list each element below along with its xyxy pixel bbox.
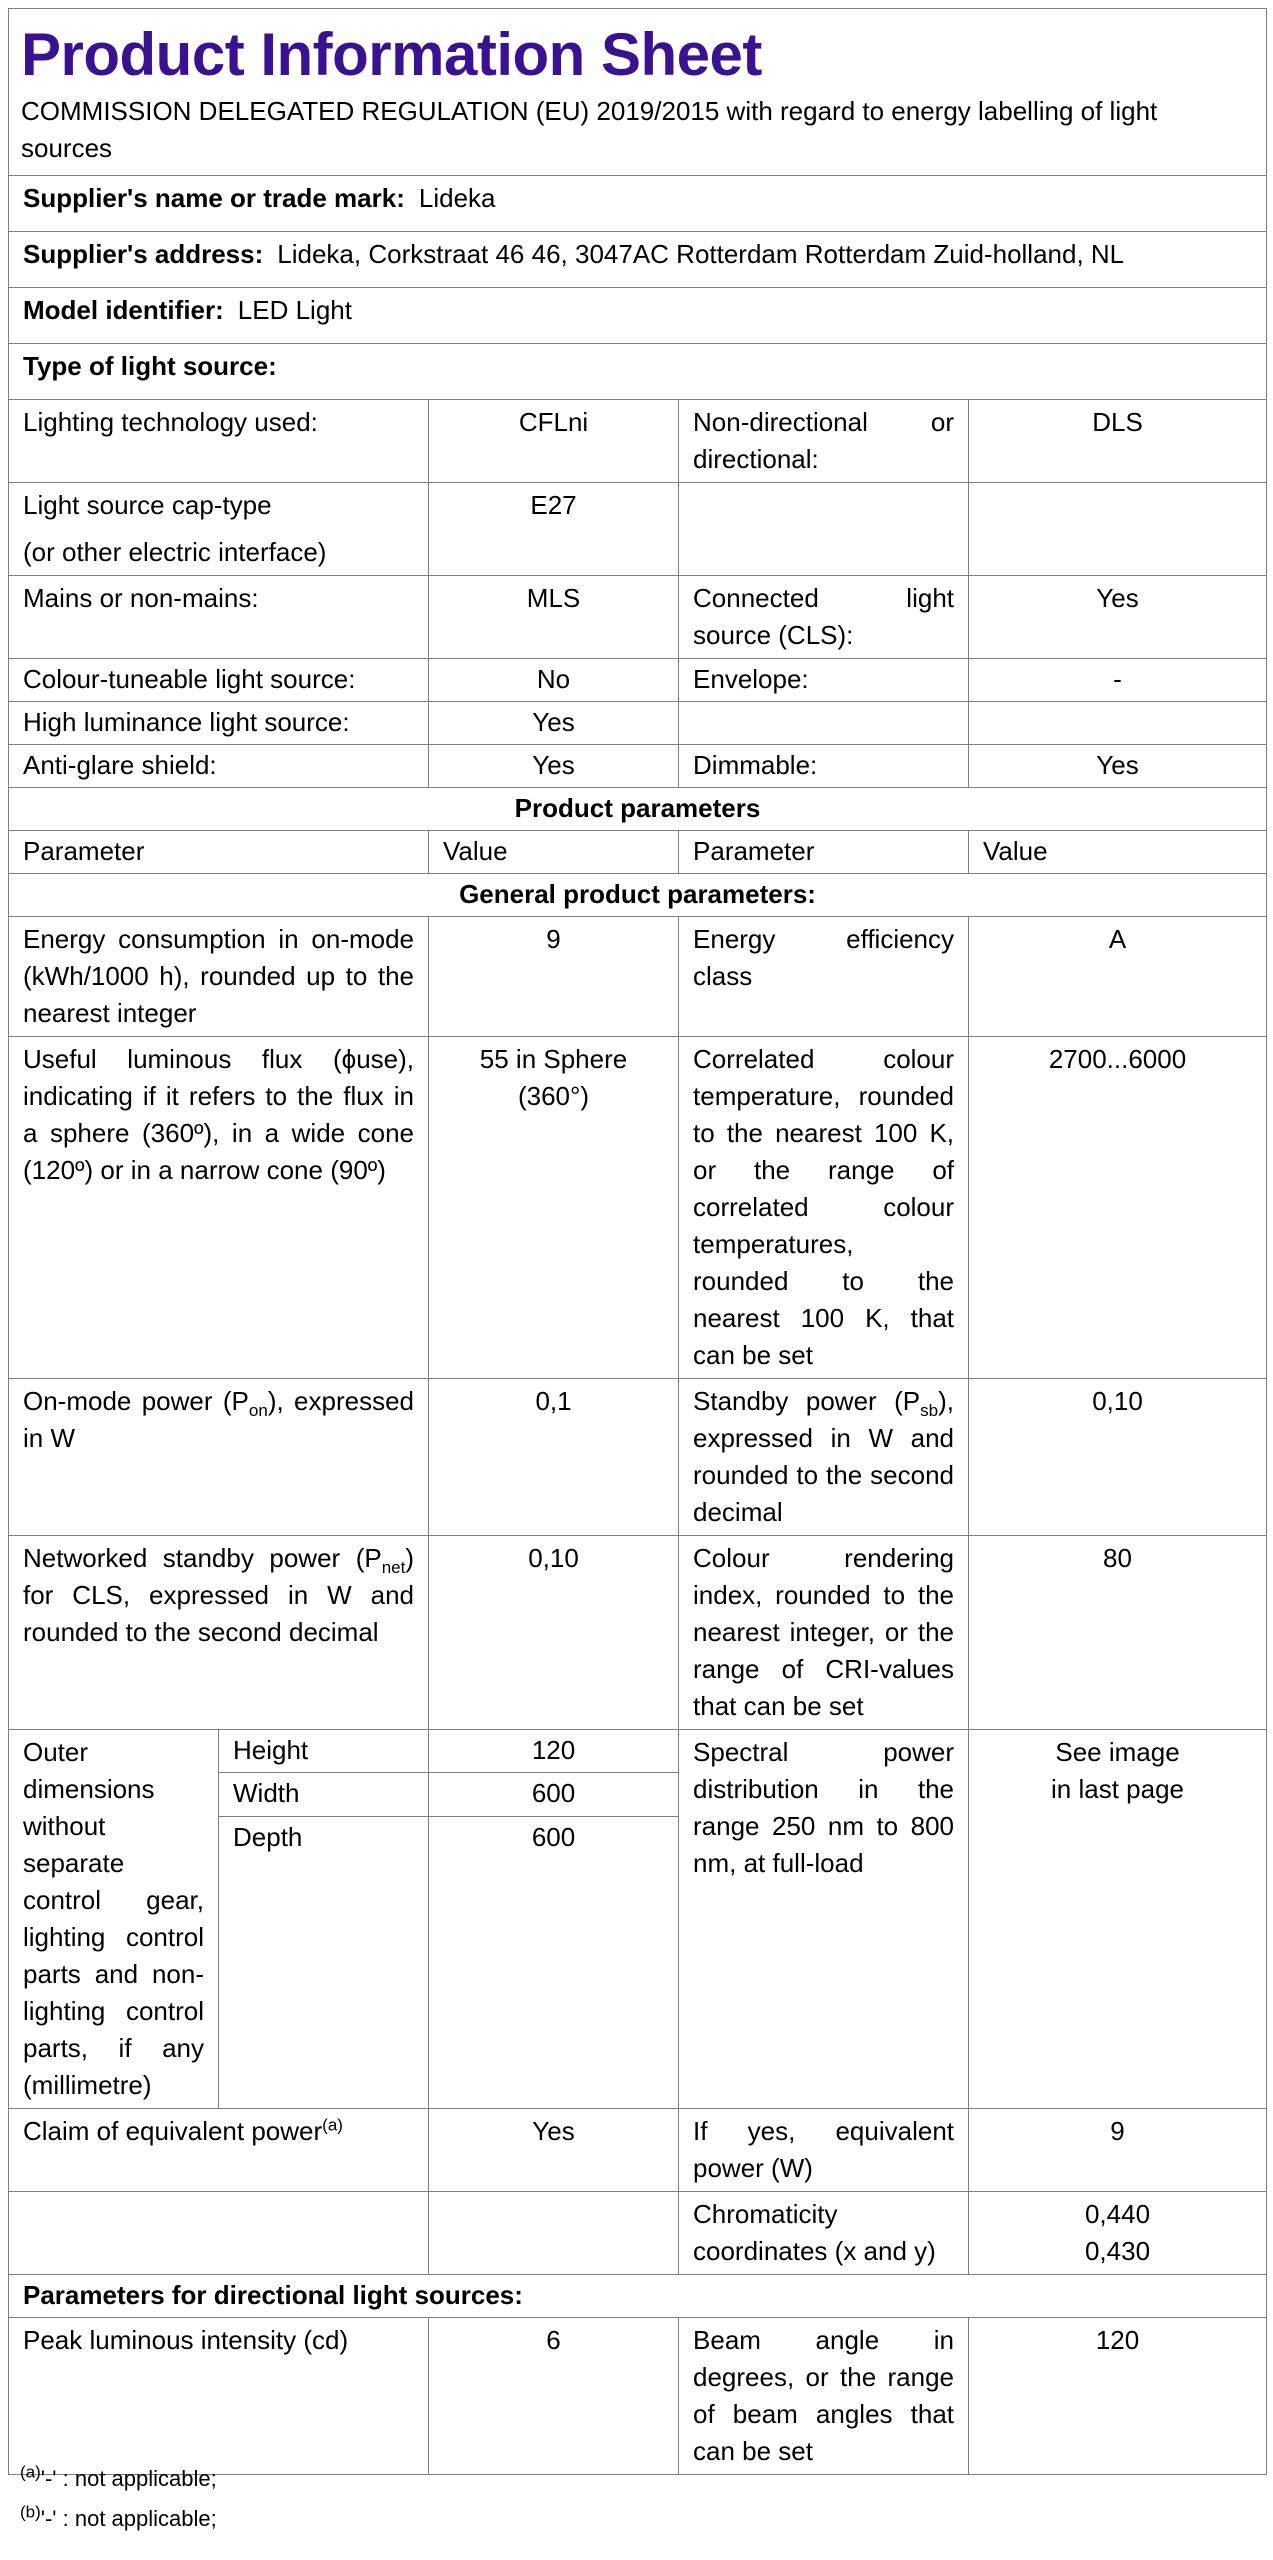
directional-value: DLS bbox=[969, 400, 1267, 483]
cap-type-label-line2: (or other electric interface) bbox=[23, 537, 327, 567]
chromaticity-y: 0,430 bbox=[1084, 2236, 1151, 2266]
column-header-parameter: Parameter bbox=[9, 831, 429, 874]
colour-temperature-value: 2700...6000 bbox=[969, 1037, 1267, 1379]
supplier-address-label: Supplier's address: bbox=[23, 239, 264, 269]
energy-consumption-label: Energy consumption in on-mode (kWh/1000 h), rounded up to the nearest integer bbox=[9, 917, 429, 1037]
footnote-b-mark: (b) bbox=[20, 2502, 41, 2522]
spectral-distribution-value bbox=[969, 1730, 1267, 2109]
chromaticity-value bbox=[969, 2192, 1267, 2275]
column-header-value: Value bbox=[969, 831, 1267, 874]
light-source-type-heading bbox=[9, 344, 1267, 400]
dimmable-value: Yes bbox=[969, 745, 1267, 788]
footnotes bbox=[20, 2464, 217, 2544]
spectral-distribution-label: Spectral power distribution in the range 250 nm to 800 nm, at full-load bbox=[679, 1730, 969, 2109]
lighting-technology-label: Lighting technology used: bbox=[9, 400, 429, 483]
spectral-value-line1: See image bbox=[1055, 1737, 1180, 1767]
header-table bbox=[8, 8, 1267, 400]
height-value: 120 bbox=[429, 1730, 679, 1773]
anti-glare-label: Anti-glare shield: bbox=[9, 745, 429, 788]
standby-power-subscript: sb bbox=[920, 1401, 939, 1421]
anti-glare-value: Yes bbox=[429, 745, 679, 788]
networked-standby-label-text: Networked standby power (P bbox=[23, 1543, 382, 1573]
on-mode-power-label-text: On-mode power (P bbox=[23, 1386, 249, 1416]
high-luminance-label: High luminance light source: bbox=[9, 702, 429, 745]
on-mode-power-subscript: on bbox=[248, 1401, 268, 1421]
footnote-b-text: '-' : not applicable; bbox=[40, 2506, 217, 2531]
empty-cell bbox=[679, 702, 969, 745]
model-identifier-label: Model identifier: bbox=[23, 295, 224, 325]
cls-value: Yes bbox=[969, 576, 1267, 659]
regulation-subtitle: COMMISSION DELEGATED REGULATION (EU) 2019/2015 with regard to energy labelling of light sources bbox=[21, 96, 1158, 163]
chromaticity-x: 0,440 bbox=[1084, 2199, 1151, 2229]
envelope-value: - bbox=[969, 659, 1267, 702]
outer-dimensions-label: Outer dimensions without separate control gear, lighting control parts and non-lighting control parts, if any (millimetre) bbox=[9, 1730, 219, 2109]
standby-power-value: 0,10 bbox=[969, 1379, 1267, 1536]
empty-cell bbox=[969, 483, 1267, 576]
footnote-a bbox=[20, 2464, 217, 2504]
standby-power-label-tail: ), expressed in W and rounded to the second decimal bbox=[693, 1386, 955, 1527]
on-mode-power-label bbox=[9, 1379, 429, 1536]
envelope-label: Envelope: bbox=[679, 659, 969, 702]
parameters-table bbox=[8, 399, 1267, 2475]
chromaticity-label: Chromaticity coordinates (x and y) bbox=[679, 2192, 969, 2275]
high-luminance-value: Yes bbox=[429, 702, 679, 745]
mains-value: MLS bbox=[429, 576, 679, 659]
model-identifier-row bbox=[9, 288, 1267, 344]
colour-rendering-value: 80 bbox=[969, 1536, 1267, 1730]
networked-standby-label bbox=[9, 1536, 429, 1730]
supplier-name-row bbox=[9, 176, 1267, 232]
empty-cell bbox=[969, 702, 1267, 745]
colour-rendering-label: Colour rendering index, rounded to the nearest integer, or the range of CRI-values that can be set bbox=[679, 1536, 969, 1730]
column-header-value: Value bbox=[429, 831, 679, 874]
beam-angle-label: Beam angle in degrees, or the range of beam angles that can be set bbox=[679, 2318, 969, 2475]
peak-intensity-label: Peak luminous intensity (cd) bbox=[9, 2318, 429, 2475]
standby-power-label bbox=[679, 1379, 969, 1536]
title-cell bbox=[9, 9, 1267, 176]
colour-temperature-label: Correlated colour temperature, rounded to the nearest 100 K, or the range of correlated colour temperatures, rounded to the nearest 100 K, that can be set bbox=[679, 1037, 969, 1379]
product-parameters-heading: Product parameters bbox=[9, 788, 1267, 831]
model-identifier-value: LED Light bbox=[237, 295, 352, 325]
depth-value: 600 bbox=[429, 1816, 679, 2108]
beam-angle-value: 120 bbox=[969, 2318, 1267, 2475]
colour-tuneable-label: Colour-tuneable light source: bbox=[9, 659, 429, 702]
equivalent-power-claim-label bbox=[9, 2109, 429, 2192]
equivalent-power-value: 9 bbox=[969, 2109, 1267, 2192]
cap-type-value: E27 bbox=[429, 483, 679, 576]
supplier-name-label: Supplier's name or trade mark: bbox=[23, 183, 405, 213]
cap-type-label-line1: Light source cap-type bbox=[23, 490, 272, 520]
product-information-sheet bbox=[8, 8, 1266, 2475]
networked-standby-subscript: net bbox=[381, 1558, 406, 1578]
footnote-a-text: '-' : not applicable; bbox=[40, 2466, 217, 2491]
mains-label: Mains or non-mains: bbox=[9, 576, 429, 659]
supplier-address-row bbox=[9, 232, 1267, 288]
directional-label: Non-directional or directional: bbox=[679, 400, 969, 483]
equivalent-power-claim-text: Claim of equivalent power bbox=[23, 2116, 323, 2146]
footnote-b bbox=[20, 2504, 217, 2544]
luminous-flux-value bbox=[429, 1037, 679, 1379]
networked-standby-label-tail: ) for CLS, expressed in W and rounded to the second decimal bbox=[23, 1543, 415, 1647]
energy-class-value: A bbox=[969, 917, 1267, 1037]
spectral-value-line2: in last page bbox=[1051, 1774, 1184, 1804]
light-source-type-label: Type of light source: bbox=[23, 351, 277, 381]
luminous-flux-value-line2: (360°) bbox=[517, 1081, 590, 1111]
supplier-address-value: Lideka, Corkstraat 46 46, 3047AC Rotterdam Rotterdam Zuid-holland, NL bbox=[277, 239, 1125, 269]
footnote-a-marker: (a) bbox=[322, 2115, 343, 2135]
dimmable-label: Dimmable: bbox=[679, 745, 969, 788]
luminous-flux-value-line1: 55 in Sphere bbox=[479, 1044, 628, 1074]
peak-intensity-value: 6 bbox=[429, 2318, 679, 2475]
depth-label: Depth bbox=[219, 1816, 429, 2108]
colour-tuneable-value: No bbox=[429, 659, 679, 702]
equivalent-power-claim-value: Yes bbox=[429, 2109, 679, 2192]
lighting-technology-value: CFLni bbox=[429, 400, 679, 483]
directional-parameters-heading: Parameters for directional light sources: bbox=[9, 2275, 1267, 2318]
empty-cell bbox=[679, 483, 969, 576]
networked-standby-value: 0,10 bbox=[429, 1536, 679, 1730]
on-mode-power-label-tail: ), expressed in W bbox=[23, 1386, 414, 1453]
page-title: Product Information Sheet bbox=[21, 21, 762, 88]
equivalent-power-label: If yes, equivalent power (W) bbox=[679, 2109, 969, 2192]
on-mode-power-value: 0,1 bbox=[429, 1379, 679, 1536]
height-label: Height bbox=[219, 1730, 429, 1773]
cap-type-label bbox=[9, 483, 429, 576]
width-value: 600 bbox=[429, 1773, 679, 1816]
general-parameters-heading: General product parameters: bbox=[9, 874, 1267, 917]
column-header-parameter: Parameter bbox=[679, 831, 969, 874]
standby-power-label-text: Standby power (P bbox=[693, 1386, 921, 1416]
energy-class-label: Energy efficiency class bbox=[679, 917, 969, 1037]
footnote-a-mark: (a) bbox=[20, 2462, 41, 2482]
energy-consumption-value: 9 bbox=[429, 917, 679, 1037]
cls-label: Connected light source (CLS): bbox=[679, 576, 969, 659]
empty-cell bbox=[9, 2192, 429, 2275]
empty-cell bbox=[429, 2192, 679, 2275]
luminous-flux-label: Useful luminous flux (ϕuse), indicating if it refers to the flux in a sphere (360º), in a wide cone (120º) or in a narrow cone (90º) bbox=[9, 1037, 429, 1379]
supplier-name-value: Lideka bbox=[418, 183, 496, 213]
width-label: Width bbox=[219, 1773, 429, 1816]
